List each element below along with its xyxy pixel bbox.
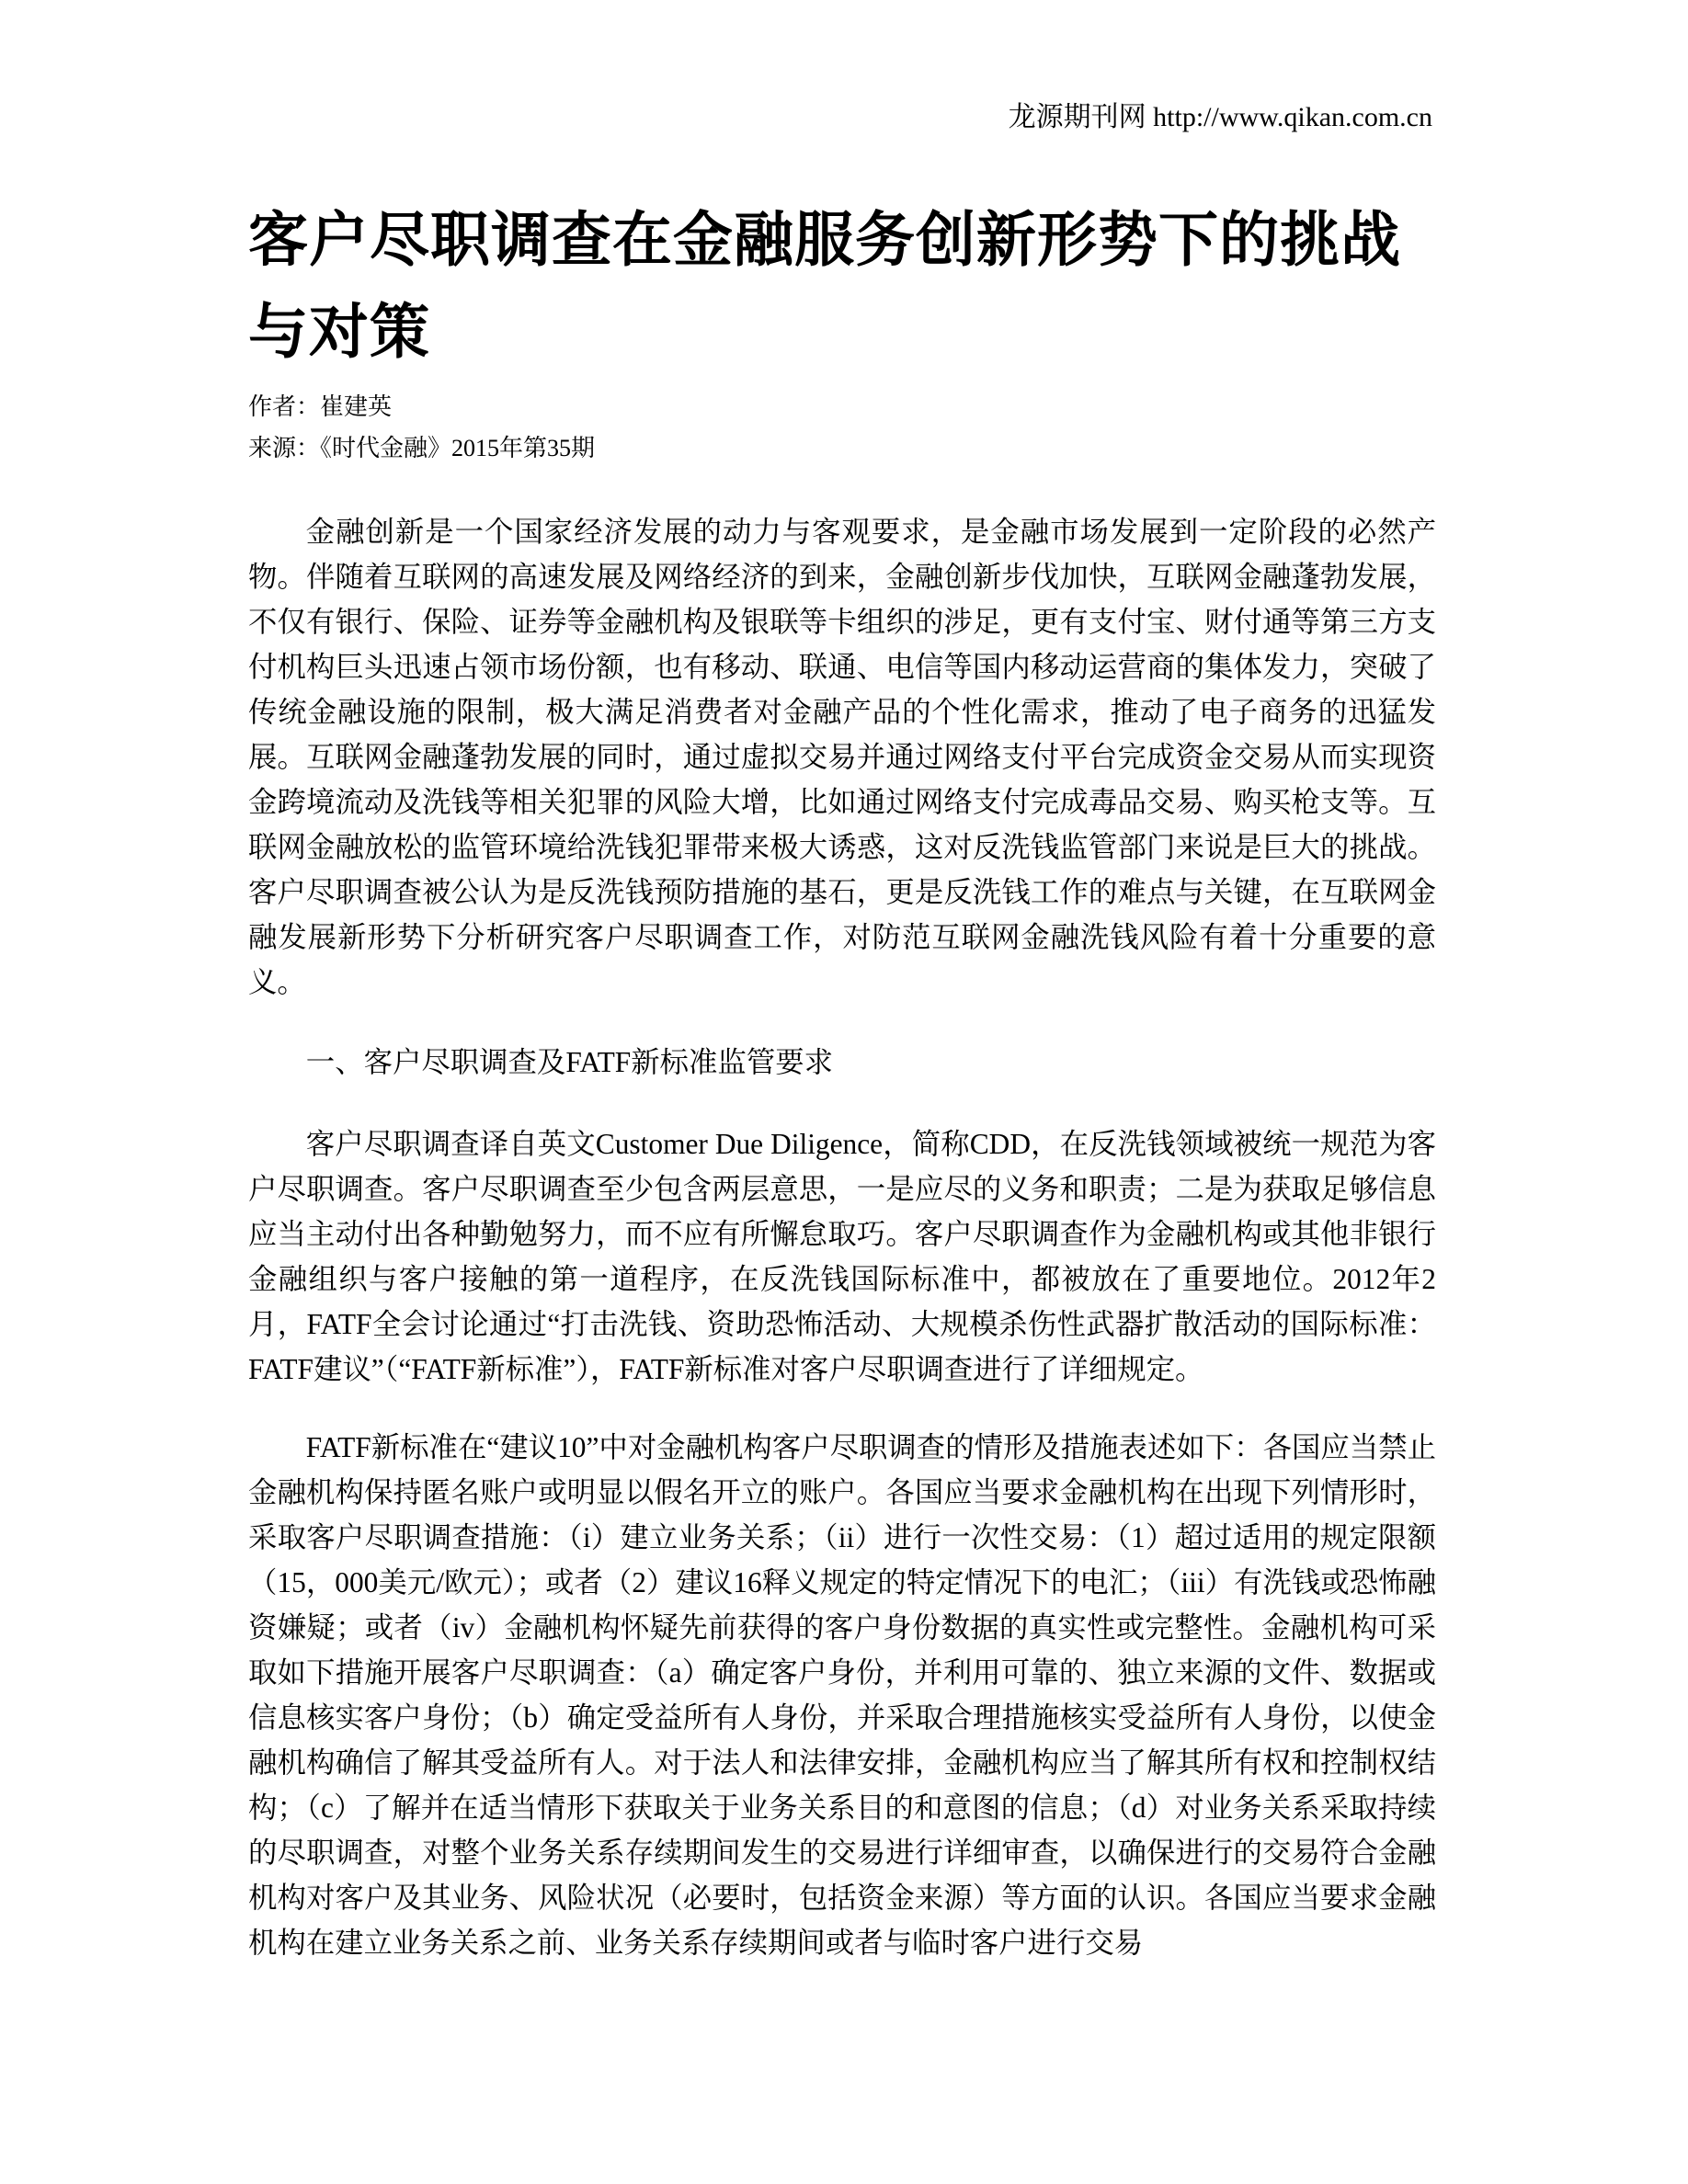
- paragraph-cdd-definition: 客户尽职调查译自英文Customer Due Diligence，简称CDD，在反洗钱领域被统一规范为客户尽职调查。客户尽职调查至少包含两层意思，一是应尽的义务和职责；二是为获取足够信息应当主动付出各种勤勉努力，而不应有所懈怠取巧。客户尽职调查作为金融机构或其他非银行金融组织与客户接触的第一道程序，在反洗钱国际标准中，都被放在了重要地位。2012年2月，FATF全会讨论通过“打击洗钱、资助恐怖活动、大规模杀伤性武器扩散活动的国际标准：FATF建议”（“FATF新标准”），FATF新标准对客户尽职调查进行了详细规定。: [248, 1128, 1436, 1385]
- article-author: 作者：崔建英: [248, 393, 393, 420]
- article-source: 来源：《时代金融》2015年第35期: [248, 435, 596, 461]
- article-title: 客户尽职调查在金融服务创新形势下的挑战与对策: [248, 206, 1402, 367]
- paragraph-fatf-rec10: FATF新标准在“建议10”中对金融机构客户尽职调查的情形及措施表述如下：各国应当禁止金融机构保持匿名账户或明显以假名开立的账户。各国应当要求金融机构在出现下列情形时，采取客户尽职调查措施：（i）建立业务关系；（ii）进行一次性交易：（1）超过适用的规定限额（15，000美元/欧元）；或者（2）建议16释义规定的特定情况下的电汇；（iii）有洗钱或恐怖融资嫌疑；或者（iv）金融机构怀疑先前获得的客户身份数据的真实性或完整性。金融机构可采取如下措施开展客户尽职调查：（a）确定客户身份，并利用可靠的、独立来源的文件、数据或信息核实客户身份；（b）确定受益所有人身份，并采取合理措施核实受益所有人身份，以使金融机构确信了解其受益所有人。对于法人和法律安排，金融机构应当了解其所有权和控制权结构；（c）了解并在适当情形下获取关于业务关系目的和意图的信息；（d）对业务关系采取持续的尽职调查，对整个业务关系存续期间发生的交易进行详细审查，以确保进行的交易符合金融机构对客户及其业务、风险状况（必要时，包括资金来源）等方面的认识。各国应当要求金融机构在建立业务关系之前、业务关系存续期间或者与临时客户进行交易: [248, 1431, 1436, 1959]
- paragraph-intro: 金融创新是一个国家经济发展的动力与客观要求，是金融市场发展到一定阶段的必然产物。伴随着互联网的高速发展及网络经济的到来，金融创新步伐加快，互联网金融蓬勃发展，不仅有银行、保险、证券等金融机构及银联等卡组织的涉足，更有支付宝、财付通等第三方支付机构巨头迅速占领市场份额，也有移动、联通、电信等国内移动运营商的集体发力，突破了传统金融设施的限制，极大满足消费者对金融产品的个性化需求，推动了电子商务的迅猛发展。互联网金融蓬勃发展的同时，通过虚拟交易并通过网络支付平台完成资金交易从而实现资金跨境流动及洗钱等相关犯罪的风险大增，比如通过网络支付完成毒品交易、购买枪支等。互联网金融放松的监管环境给洗钱犯罪带来极大诱惑，这对反洗钱监管部门来说是巨大的挑战。客户尽职调查被公认为是反洗钱预防措施的基石，更是反洗钱工作的难点与关键，在互联网金融发展新形势下分析研究客户尽职调查工作，对防范互联网金融洗钱风险有着十分重要的意义。: [248, 516, 1436, 998]
- section-heading-1: 一、客户尽职调查及FATF新标准监管要求: [305, 1046, 833, 1078]
- site-header: 龙源期刊网 http://www.qikan.com.cn: [1008, 102, 1432, 132]
